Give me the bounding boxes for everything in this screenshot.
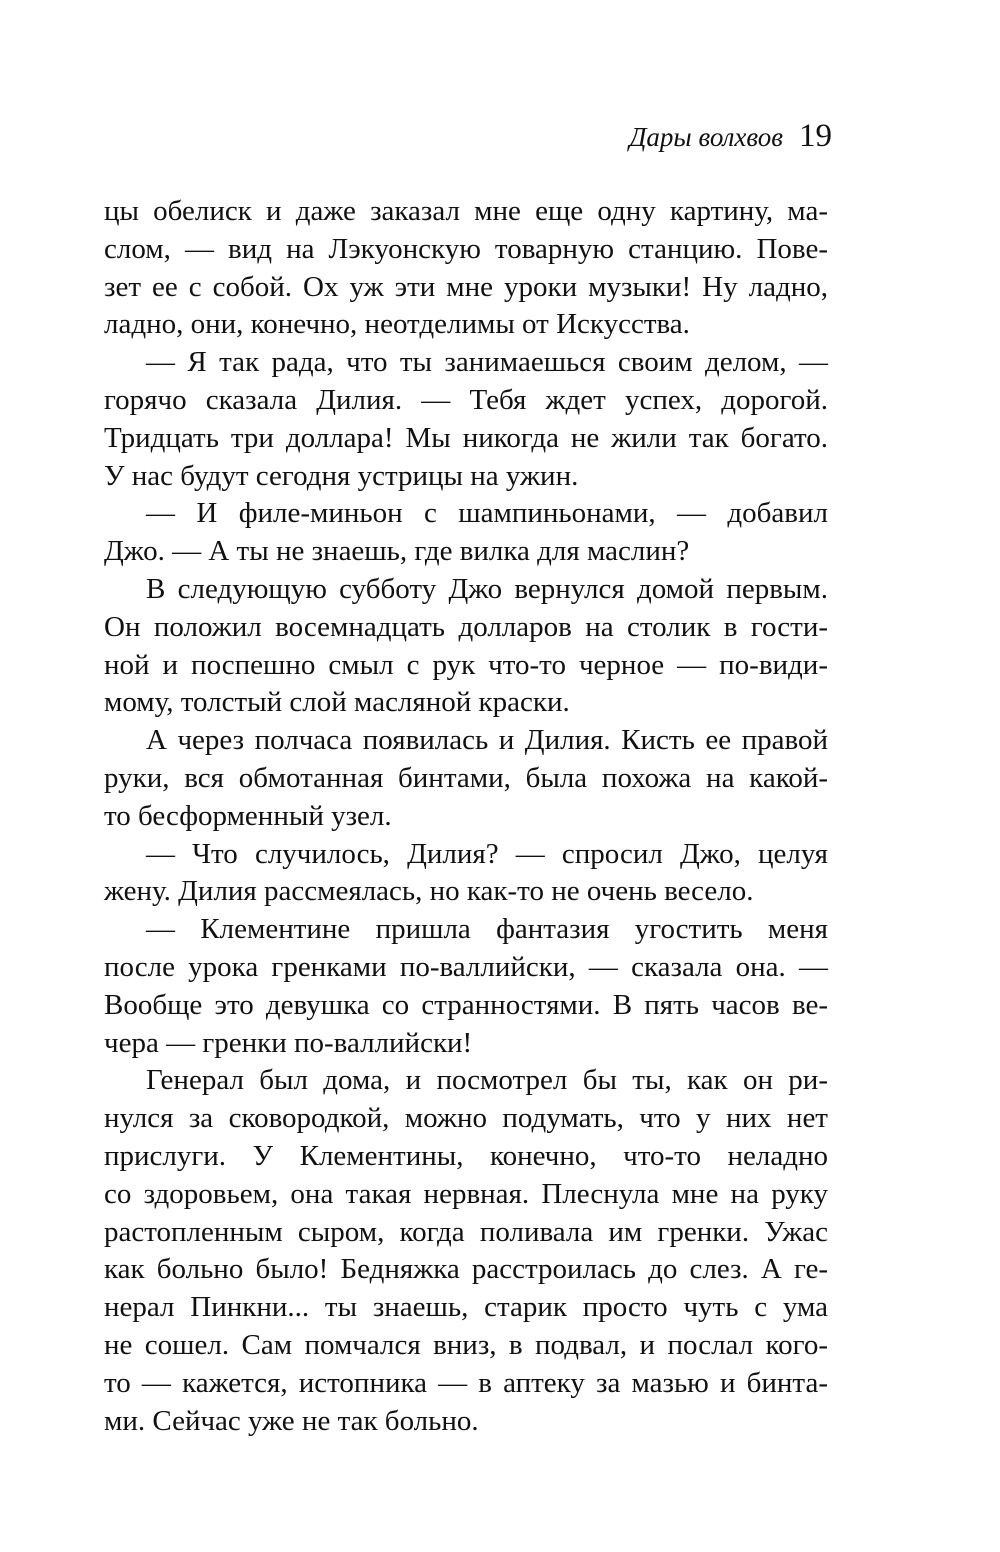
- text-line: как больно было! Бедняжка расстроилась до слез. А ге-: [104, 1253, 828, 1286]
- text-line: Тридцать три доллара! Мы никогда не жили так богато.: [104, 421, 828, 454]
- text-line: ной и поспешно смыл с рук что-то черное — по-види-: [104, 648, 828, 681]
- text-line: Он положил восемнадцать долларов на столик в гости-: [104, 610, 828, 643]
- text-line: после урока гренками по-валлийски, — сказала она. —: [104, 950, 828, 983]
- running-title: Дары волхвов: [629, 122, 783, 152]
- text-line: то бесформенный узел.: [104, 799, 392, 832]
- text-line: нулся за сковородкой, можно подумать, что у них нет: [104, 1102, 828, 1135]
- text-line: растопленным сыром, когда поливала им гренки. Ужас: [104, 1215, 828, 1248]
- text-line: — Что случилось, Дилия? — спросил Джо, целуя: [146, 837, 828, 870]
- text-line: Джо. — А ты не знаешь, где вилка для маслин?: [104, 535, 690, 568]
- text-line: цы обелиск и даже заказал мне еще одну картину, ма-: [104, 195, 828, 227]
- text-line: чера — гренки по-валлийски!: [104, 1026, 473, 1059]
- body-text: [104, 193, 828, 1440]
- text-line: Вообще это девушка со странностями. В пять часов ве-: [104, 988, 828, 1021]
- text-line: — Клементине пришла фантазия угостить меня: [146, 913, 828, 946]
- text-line: ладно, они, конечно, неотделимы от Искусства.: [104, 308, 690, 341]
- text-line: В следующую субботу Джо вернулся домой первым.: [146, 572, 828, 605]
- running-header: [629, 118, 832, 155]
- page-number: 19: [799, 118, 832, 154]
- text-line: мому, толстый слой масляной краски.: [104, 686, 570, 719]
- text-line: — Я так рада, что ты занимаешься своим делом, —: [146, 346, 828, 379]
- text-line: горячо сказала Дилия. — Тебя ждет успех, дорогой.: [104, 383, 828, 416]
- text-line: Генерал был дома, и посмотрел бы ты, как он ри-: [146, 1064, 828, 1097]
- text-line: А через полчаса появилась и Дилия. Кисть ее правой: [146, 724, 828, 757]
- text-line: — И филе-миньон с шампиньонами, — добавил: [146, 497, 828, 530]
- text-line: зет ее с собой. Ох уж эти мне уроки музыки! Ну ладно,: [104, 270, 828, 303]
- text-line: нерал Пинкни... ты знаешь, старик просто чуть с ума: [104, 1291, 828, 1324]
- text-line: У нас будут сегодня устрицы на ужин.: [104, 459, 579, 492]
- text-line: жену. Дилия рассмеялась, но как-то не очень весело.: [104, 875, 754, 908]
- text-line: со здоровьем, она такая нервная. Плеснула мне на руку: [104, 1177, 828, 1210]
- text-line: не сошел. Сам помчался вниз, в подвал, и послал кого-: [104, 1328, 828, 1361]
- text-line: то — кажется, истопника — в аптеку за мазью и бинта-: [104, 1366, 828, 1399]
- text-line: прислуги. У Клементины, конечно, что-то неладно: [104, 1139, 828, 1172]
- text-line: слом, — вид на Лэкуонскую товарную станцию. Пове-: [104, 232, 828, 265]
- text-line: ми. Сейчас уже не так больно.: [104, 1404, 479, 1437]
- text-line: руки, вся обмотанная бинтами, была похожа на какой-: [104, 761, 828, 794]
